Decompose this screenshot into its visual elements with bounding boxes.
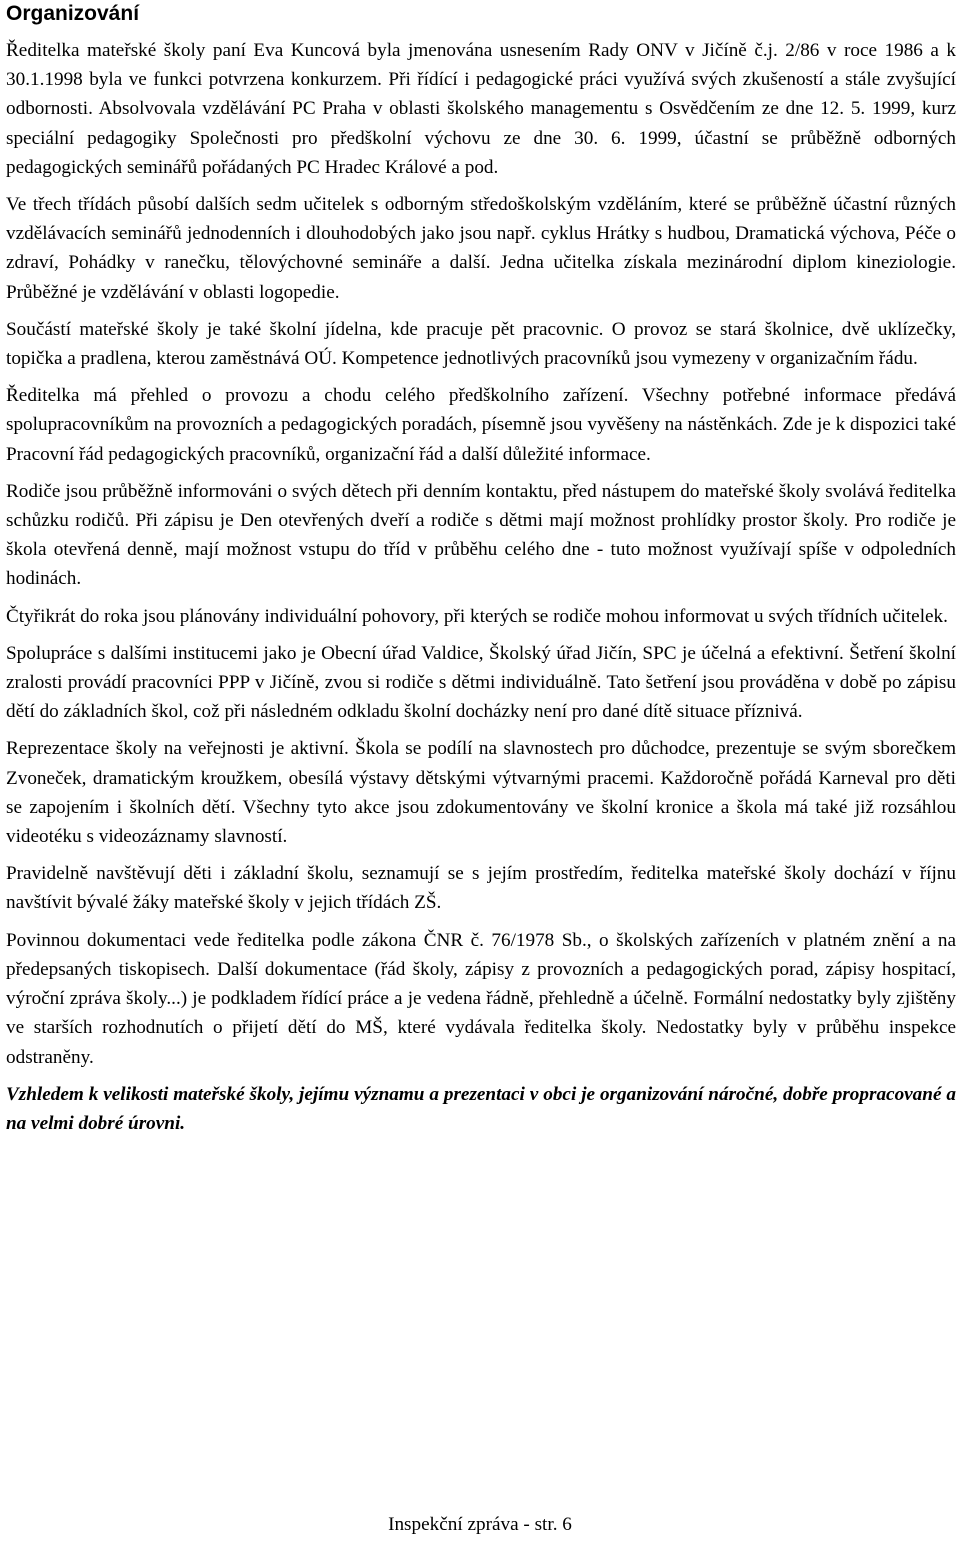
- paragraph-communication: Ředitelka má přehled o provozu a chodu celého předškolního zařízení. Všechny potřebné informace předává spolupracovníkům na provozních a pedagogických poradách, písemně jsou vyvěšeny na nástěnkách. Zde je k dispozici také Pracovní řád pedagogických pracovníků, organizační řád a další důležité informace.: [6, 385, 957, 465]
- paragraph-school-visits: Pravidelně navštěvují děti i základní školu, seznamují se s jejím prostředím, ředitelka mateřské školy dochází v říjnu navštívit bývalé žáky mateřské školy v jejich třídách ZŠ.: [6, 863, 956, 914]
- paragraph-parents: Rodiče jsou průběžně informováni o svých dětech při denním kontaktu, před nástupem do mateřské školy svolává ředitelka schůzku rodičů. Při zápisu je Den otevřených dveří a rodiče s dětmi mají možnost prohlídky prostor školy. Pro rodiče je škola otevřená denně, mají možnost vstupu do tříd v průběhu celého dne - tuto možnost využívají spíše v odpoledních hodinách.: [6, 480, 956, 590]
- paragraph-director: Ředitelka mateřské školy paní Eva Kuncová byla jmenována usnesením Rady ONV v Jičíně č.j. 2/86 v roce 1986 a k 30.1.1998 byla ve funkci potvrzena konkurzem. Při řídící i pedagogické práci využívá svých zkušeností a stále zvyšující odbornosti. Absolvovala vzdělávání PC Praha v oblasti školského managementu s Osvědčením ze dne 12. 5. 1999, kurz speciální pedagogiky Společnosti pro předškolní výchovu ze dne 30. 6. 1999, účastní se průběžně odborných pedagogických seminářů pořádaných PC Hradec Králové a pod.: [6, 40, 956, 178]
- document-page: [6, 0, 956, 1146]
- paragraph-teachers: Ve třech třídách působí dalších sedm učitelek s odborným středoškolským vzděláním, které se průběžně účastní různých vzdělávacích seminářů jednodenních i dlouhodobých jako jsou např. cyklus Hrátky s hudbou, Dramatická výchova, Péče o zdraví, Pohádky v ranečku, tělovýchovné semináře a další. Jedna učitelka získala mezinárodní diplom kineziologie. Průběžné je vzdělávání v oblasti logopedie.: [6, 194, 956, 303]
- section-heading: Organizování: [6, 2, 140, 25]
- paragraph-documentation: Povinnou dokumentaci vede ředitelka podle zákona ČNR č. 76/1978 Sb., o školských zařízeních v platném znění a na předepsaných tiskopisech. Další dokumentace (řád školy, zápisy z provozních a pedagogických porad, zápisy hospitací, výroční zpráva školy...) je podkladem řídící práce a je vedena řádně, přehledně a účelně. Formální nedostatky byly zjištěny ve starších rozhodnutích o přijetí dětí do MŠ, které vydávala ředitelka školy. Nedostatky byly v průběhu inspekce odstraněny.: [6, 929, 956, 1068]
- paragraph-staff: Součástí mateřské školy je také školní jídelna, kde pracuje pět pracovnic. O provoz se stará školnice, dvě uklízečky, topička a pradlena, kterou zaměstnává OÚ. Kompetence jednotlivých pracovníků jsou vymezeny v organizačním řádu.: [6, 318, 956, 370]
- conclusion-statement: Vzhledem k velikosti mateřské školy, jejímu významu a prezentaci v obci je organizování náročné, dobře propracované a na velmi dobré úrovni.: [6, 1083, 956, 1134]
- paragraph-cooperation: Spolupráce s dalšími institucemi jako je Obecní úřad Valdice, Školský úřad Jičín, SPC je účelná a efektivní. Šetření školní zralosti provádí pracovníci PPP v Jičíně, zvou si rodiče s dětmi individuálně. Tato šetření jsou prováděna v době po zápisu dětí do základních škol, což při následném odkladu školní docházky není pro dané dítě situace příznivá.: [6, 642, 956, 723]
- paragraph-public-presentation: Reprezentace školy na veřejnosti je aktivní. Škola se podílí na slavnostech pro důchodce, prezentuje se svým sborečkem Zvoneček, dramatickým kroužkem, obesílá výstavy dětskými výtvarnými pracemi. Každoročně pořádá Karneval pro děti se zapojením i školních dětí. Všechny tyto akce jsou zdokumentovány ve školní kronice a škola má také již rozsáhlou videotéku s videozáznamy slavností.: [6, 738, 956, 848]
- page-footer: Inspekční zpráva - str. 6: [388, 1514, 572, 1535]
- paragraph-interviews: Čtyřikrát do roka jsou plánovány individuální pohovory, při kterých se rodiče mohou informovat u svých třídních učitelek.: [6, 605, 948, 627]
